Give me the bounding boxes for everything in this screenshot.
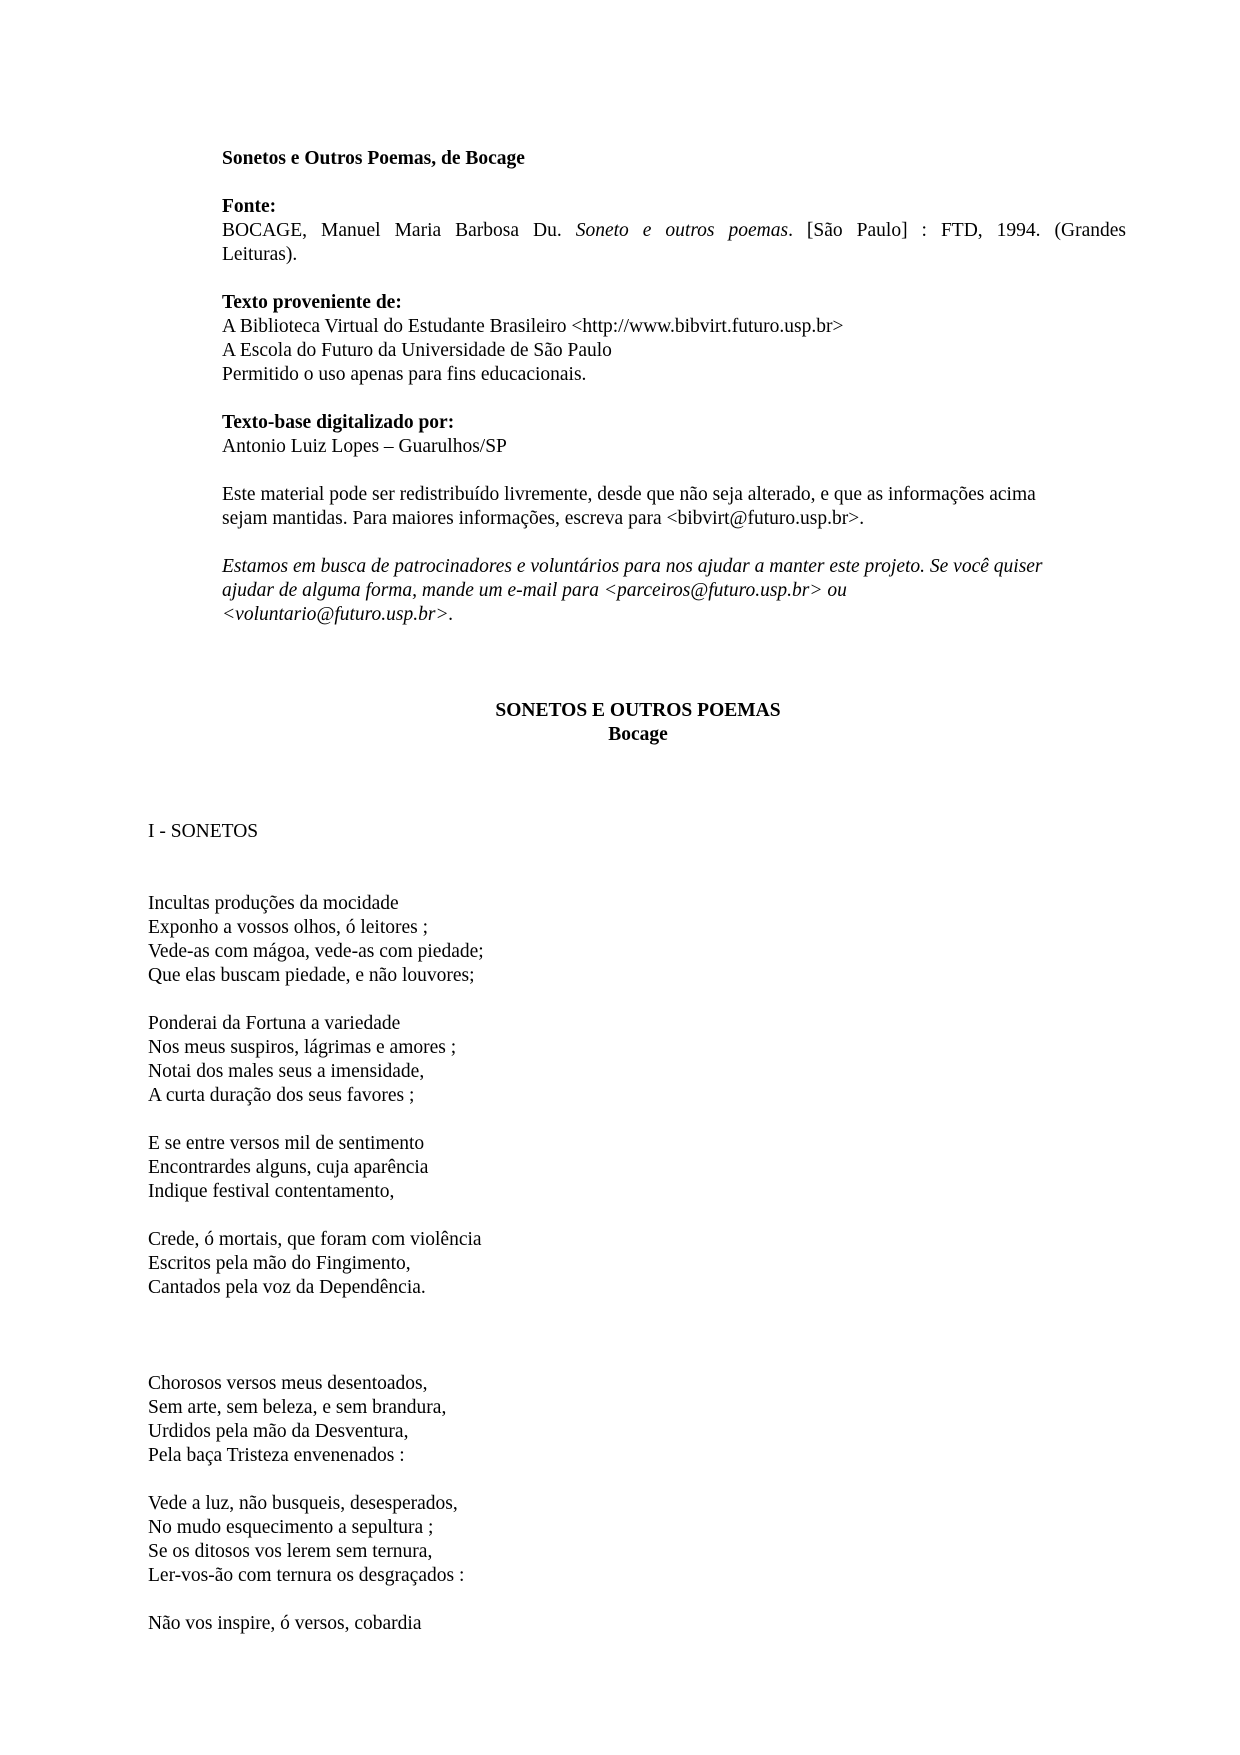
stanza: [148, 1012, 848, 1108]
book-title-line: SONETOS E OUTROS POEMAS: [495, 700, 781, 721]
verse-line: Que elas buscam piedade, e não louvores;: [148, 965, 475, 986]
verse-line: Encontrardes alguns, cuja aparência: [148, 1157, 429, 1178]
book-author-line: Bocage: [608, 724, 668, 745]
verse-line: Vede a luz, não busqueis, desesperados,: [148, 1493, 458, 1514]
digitalizado-label: Texto-base digitalizado por:: [222, 412, 455, 433]
fonte-block: [222, 195, 1126, 267]
book-title: [0, 699, 1240, 747]
verse-line: Ler-vos-ão com ternura os desgraçados :: [148, 1565, 465, 1586]
verse-line: Chorosos versos meus desentoados,: [148, 1373, 428, 1394]
stanza: [148, 1612, 848, 1636]
fonte-label: Fonte:: [222, 196, 277, 217]
stanza: [148, 1372, 848, 1468]
fonte-publisher: . [São Paulo] : FTD, 1994. (Grandes: [788, 220, 1126, 241]
verse-line: Notai dos males seus a imensidade,: [148, 1061, 425, 1082]
document-title: Sonetos e Outros Poemas, de Bocage: [222, 148, 525, 169]
verse-line: Exponho a vossos olhos, ó leitores ;: [148, 917, 429, 938]
origem-block: [222, 291, 1126, 387]
digitalizado-block: [222, 411, 1126, 459]
verse-line: Indique festival contentamento,: [148, 1181, 395, 1202]
verse-line: Ponderai da Fortuna a variedade: [148, 1013, 401, 1034]
verse-line: Escritos pela mão do Fingimento,: [148, 1253, 411, 1274]
stanza: [148, 892, 848, 988]
origem-line: A Biblioteca Virtual do Estudante Brasileiro <http://www.bibvirt.futuro.usp.br>: [222, 316, 844, 337]
redistrib-line: sejam mantidas. Para maiores informações, escreva para <bibvirt@futuro.usp.br>.: [222, 508, 865, 529]
verse-line: A curta duração dos seus favores ;: [148, 1085, 415, 1106]
stanza: [148, 1132, 848, 1204]
origem-line: Permitido o uso apenas para fins educacionais.: [222, 364, 587, 385]
verse-line: Sem arte, sem beleza, e sem brandura,: [148, 1397, 447, 1418]
verse-line: Crede, ó mortais, que foram com violência: [148, 1229, 482, 1250]
verse-line: Urdidos pela mão da Desventura,: [148, 1421, 409, 1442]
redistrib-line: Este material pode ser redistribuído livremente, desde que não seja alterado, e que as informações acima: [222, 484, 1036, 505]
verse-line: Se os ditosos vos lerem sem ternura,: [148, 1541, 433, 1562]
fonte-author: BOCAGE, Manuel Maria Barbosa Du.: [222, 220, 576, 241]
fonte-book-title: Soneto e outros poemas: [575, 220, 789, 241]
patrocinio-line: <voluntario@futuro.usp.br>.: [222, 604, 454, 625]
sonnet-1: [148, 892, 848, 1324]
stanza: [148, 1228, 848, 1300]
verse-line: Não vos inspire, ó versos, cobardia: [148, 1613, 422, 1634]
verse-line: Nos meus suspiros, lágrimas e amores ;: [148, 1037, 457, 1058]
sonnet-2: [148, 1372, 848, 1660]
verse-line: Pela baça Tristeza envenenados :: [148, 1445, 405, 1466]
stanza: [148, 1492, 848, 1588]
patrocinio-line: ajudar de alguma forma, mande um e-mail para <parceiros@futuro.usp.br> ou: [222, 580, 847, 601]
fonte-line-2: Leituras).: [222, 244, 298, 265]
verse-line: E se entre versos mil de sentimento: [148, 1133, 425, 1154]
digitalizado-value: Antonio Luiz Lopes – Guarulhos/SP: [222, 436, 507, 457]
verse-line: Vede-as com mágoa, vede-as com piedade;: [148, 941, 484, 962]
patrocinio-line: Estamos em busca de patrocinadores e voluntários para nos ajudar a manter este projeto. Se você quiser: [222, 556, 1043, 577]
verse-line: Incultas produções da mocidade: [148, 893, 399, 914]
verse-line: No mudo esquecimento a sepultura ;: [148, 1517, 434, 1538]
patrocinio-block: [222, 555, 1126, 627]
section-title: I - SONETOS: [148, 821, 259, 842]
origem-label: Texto proveniente de:: [222, 292, 402, 313]
fonte-line-1: [222, 219, 1126, 243]
verse-line: Cantados pela voz da Dependência.: [148, 1277, 426, 1298]
origem-line: A Escola do Futuro da Universidade de São Paulo: [222, 340, 612, 361]
header-block: [222, 147, 1126, 651]
redistrib-block: [222, 483, 1126, 531]
